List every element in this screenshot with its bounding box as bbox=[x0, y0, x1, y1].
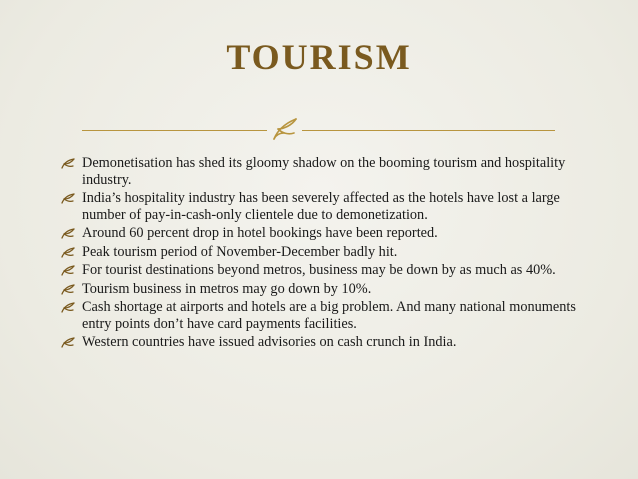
bullet-item bbox=[60, 190, 600, 223]
ornamental-bullet-icon bbox=[60, 264, 76, 277]
bullet-item bbox=[60, 299, 600, 332]
bullet-text: Demonetisation has shed its gloomy shadow on the booming tourism and hospitality industry. bbox=[82, 155, 566, 188]
bullet-item bbox=[60, 262, 600, 279]
ornamental-bullet-icon bbox=[60, 157, 76, 170]
title-divider bbox=[82, 130, 555, 131]
bullet-item bbox=[60, 155, 600, 188]
ornamental-bullet-icon bbox=[60, 336, 76, 349]
bullet-text: Western countries have issued advisories on cash crunch in India. bbox=[82, 334, 457, 350]
ornamental-bullet-icon bbox=[60, 283, 76, 296]
ornamental-bullet-icon bbox=[60, 301, 76, 314]
bullet-list bbox=[60, 155, 600, 353]
bullet-text: Cash shortage at airports and hotels are a big problem. And many national monuments entry points don’t have card payments facilities. bbox=[82, 299, 576, 332]
bullet-text: India’s hospitality industry has been severely affected as the hotels have lost a large number of pay-in-cash-only clientele due to demonetization. bbox=[82, 190, 560, 223]
bullet-item bbox=[60, 281, 600, 298]
divider-line-right bbox=[302, 130, 555, 131]
slide-title: TOURISM bbox=[226, 37, 412, 77]
bullet-text: Tourism business in metros may go down by 10%. bbox=[82, 280, 372, 297]
bullet-text: For tourist destinations beyond metros, business may be down by as much as 40%. bbox=[82, 262, 556, 278]
bullet-item bbox=[60, 225, 600, 242]
bullet-item bbox=[60, 244, 600, 261]
bullet-item bbox=[60, 334, 600, 351]
bullet-text: Around 60 percent drop in hotel bookings have been reported. bbox=[82, 225, 438, 241]
ornamental-flourish-icon bbox=[270, 115, 300, 143]
divider-line-left bbox=[82, 130, 267, 131]
ornamental-bullet-icon bbox=[60, 227, 76, 240]
ornamental-bullet-icon bbox=[60, 192, 76, 205]
bullet-text: Peak tourism period of November-December badly hit. bbox=[82, 243, 398, 260]
ornamental-bullet-icon bbox=[60, 246, 76, 259]
